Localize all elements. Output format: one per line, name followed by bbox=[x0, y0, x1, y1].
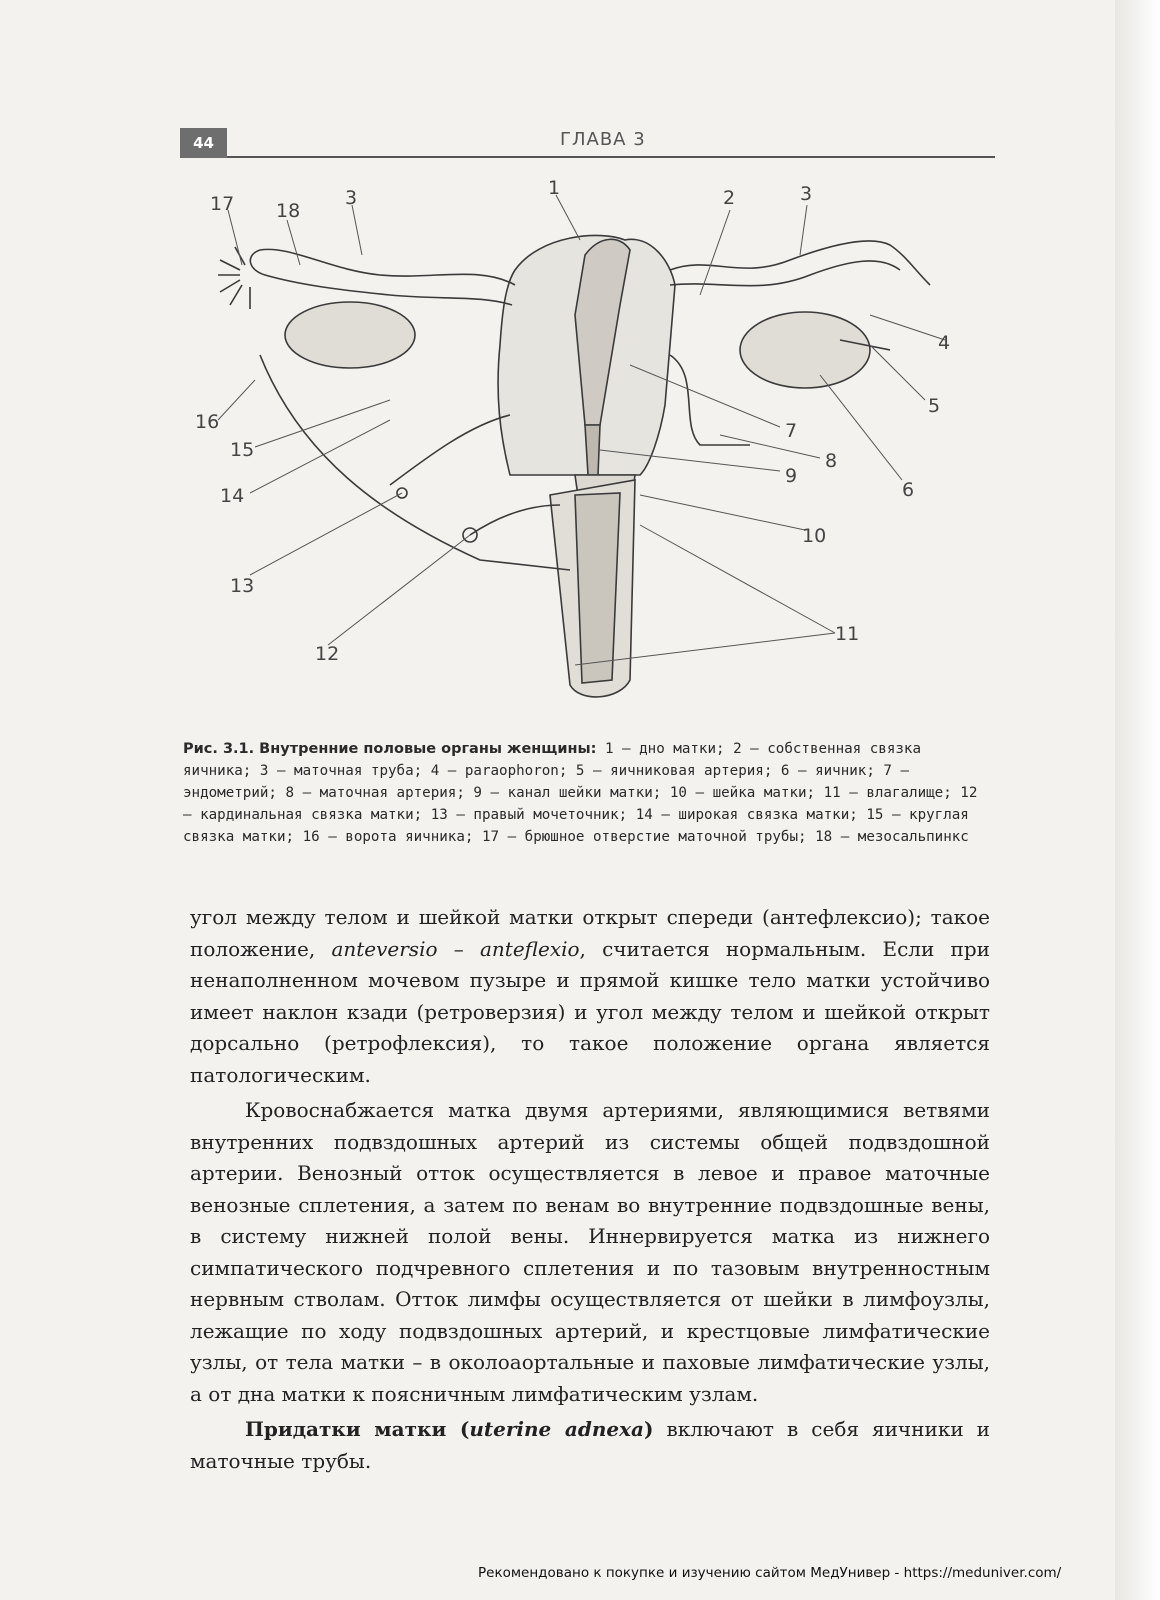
figure-label-4: 4 bbox=[938, 332, 951, 354]
body-text bbox=[190, 902, 990, 1477]
header-rule bbox=[227, 156, 995, 158]
figure-label-6: 6 bbox=[902, 479, 915, 501]
figure-label-12: 12 bbox=[315, 643, 340, 665]
figure-label-5: 5 bbox=[928, 395, 941, 417]
page-header bbox=[180, 128, 995, 158]
cardinal-ligament bbox=[470, 505, 560, 535]
left-fimbria bbox=[218, 247, 250, 309]
figure-label-14: 14 bbox=[220, 485, 245, 507]
anatomy-figure bbox=[180, 175, 995, 735]
paragraph-3-bold-end: ) bbox=[644, 1417, 654, 1441]
caption-text: 1 – дно матки; 2 – собственная связка яичника; 3 – маточная труба; 4 – paraophoron; 5 – яичниковая артерия; 6 – яичник; 7 – эндометрий; 8 – маточная артерия; 9 – канал шейки матки; 10 – шейка матки; 11 – влагалище; 12 – кардинальная связка матки; 13 – правый мочеточник; 14 – широкая связка матки; 15 – круглая связка матки; 16 – ворота яичника; 17 – брюшное отверстие маточной трубы; 18 – мезосальпинкс bbox=[183, 741, 978, 845]
figure-label-2: 2 bbox=[723, 187, 736, 209]
paragraph-3 bbox=[190, 1414, 990, 1477]
figure-label-10: 10 bbox=[802, 525, 827, 547]
right-fallopian-tube bbox=[670, 241, 930, 286]
paragraph-2: Кровоснабжается матка двумя артериями, являющимися ветвями внутренних подвздошных артерий из системы общей подвздошной артерии. Венозный отток осуществляется в левое и правое маточные венозные сплетения, а затем по венам во внутренние подвздошные вены, в систему нижней полой вены. Иннервируется матка из нижнего симпатического подчревного сплетения и по тазовым внутренностным нервным стволам. Отток лимфы осуществляется от шейки в лимфоузлы, лежащие по ходу подвздошных артерий, и крестцовые лимфатические узлы, от тела матки – в околоаортальные и паховые лимфатические узлы, а от дна матки к поясничным лимфатическим узлам. bbox=[190, 1098, 990, 1406]
page-edge bbox=[1115, 0, 1160, 1600]
footer-link-text[interactable]: Рекомендовано к покупке и изучению сайтом МедУнивер - https://meduniver.com/ bbox=[478, 1565, 1062, 1581]
right-ovary bbox=[740, 312, 870, 388]
paragraph-3-latin-term: uterine adnexa bbox=[469, 1417, 644, 1441]
chapter-title: ГЛАВА 3 bbox=[560, 129, 646, 150]
figure-label-15: 15 bbox=[230, 439, 255, 461]
paragraph-3-rest: включают в себя яичники и маточные трубы. bbox=[190, 1417, 990, 1473]
uterine-artery bbox=[670, 355, 750, 445]
paragraph-3-bold: Придатки матки ( bbox=[245, 1417, 470, 1441]
figure-label-16: 16 bbox=[195, 411, 220, 433]
figure-label-11: 11 bbox=[835, 623, 860, 645]
left-ovary bbox=[285, 302, 415, 368]
paragraph-1-latin-term: anteversio – anteflexio bbox=[331, 936, 580, 961]
caption-title: Рис. 3.1. Внутренние половые органы женщины: bbox=[183, 741, 597, 757]
figure-label-8: 8 bbox=[825, 450, 838, 472]
paragraph-1 bbox=[190, 902, 990, 1091]
figure-caption bbox=[183, 738, 993, 848]
cervical-canal bbox=[585, 425, 600, 475]
left-fallopian-tube bbox=[250, 249, 515, 305]
figure-label-9: 9 bbox=[785, 465, 798, 487]
paragraph-1-part-a: угол между телом и шейкой матки открыт спереди (антефлексио); такое положение, bbox=[190, 905, 990, 961]
figure-label-3-right: 3 bbox=[800, 183, 813, 205]
round-ligament bbox=[390, 415, 510, 485]
page-number: 44 bbox=[180, 128, 227, 158]
figure-label-7: 7 bbox=[785, 420, 798, 442]
figure-label-17: 17 bbox=[210, 193, 235, 215]
figure-label-18: 18 bbox=[276, 200, 301, 222]
uterus-illustration bbox=[180, 175, 995, 735]
paragraph-1-part-b: , считается нормальным. Если при ненаполненном мочевом пузыре и прямой кишке тело матки устойчиво имеет наклон кзади (ретроверзия) и угол между телом и шейкой открыт дорсально (ретрофлексия), то такое положение органа является патологическим. bbox=[190, 936, 990, 1087]
figure-label-13: 13 bbox=[230, 575, 255, 597]
figure-label-1: 1 bbox=[548, 177, 561, 199]
figure-label-3-left: 3 bbox=[345, 187, 358, 209]
